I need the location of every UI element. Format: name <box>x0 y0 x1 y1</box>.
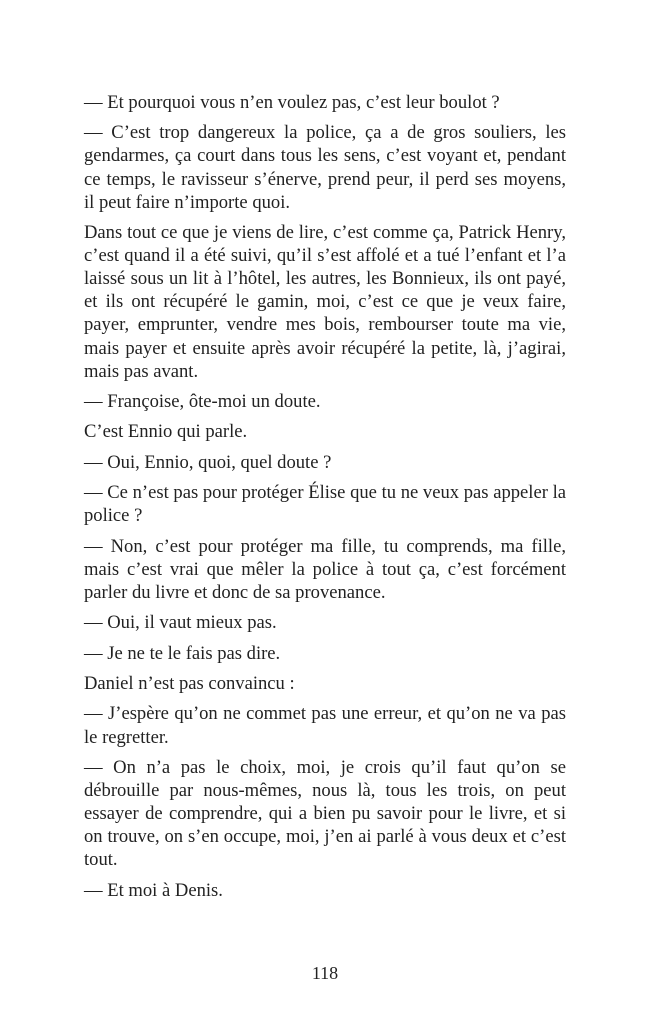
paragraph: — Je ne te le fais pas dire. <box>84 642 281 664</box>
body-text <box>84 91 566 909</box>
page-number: 118 <box>311 963 339 983</box>
paragraph: — Oui, il vaut mieux pas. <box>84 612 277 634</box>
paragraph: — Et moi à Denis. <box>84 879 223 901</box>
paragraph: — On n’a pas le choix, moi, je crois qu’il faut qu’on se débrouille par nous-mêmes, nous là, tous les trois, on peut essayer de comprendre, qui a bien pu savoir pour le livre, et si on trouve, on s’en occupe, moi, j’en ai parlé à vous deux et c’est tout. <box>84 756 566 871</box>
paragraph: Dans tout ce que je viens de lire, c’est comme ça, Patrick Henry, c’est quand il a été suivi, qu’il s’est affolé et a tué l’enfant et l’a laissé sous un lit à l’hôtel, les autres, les Bonnieux, ils ont payé, et ils ont récupéré le gamin, moi, c’est ce que je veux faire, payer, emprunter, vendre mes bois, rembourser toute ma vie, mais payer et ensuite après avoir récupéré la petite, là, j’agirai, mais pas avant. <box>84 222 566 382</box>
paragraph: Daniel n’est pas convaincu : <box>84 673 295 695</box>
paragraph: — Ce n’est pas pour protéger Élise que tu ne veux pas appeler la police ? <box>84 482 566 527</box>
paragraph: — Oui, Ennio, quoi, quel doute ? <box>84 451 332 473</box>
paragraph: — C’est trop dangereux la police, ça a de gros souliers, les gendarmes, ça court dans tous les sens, c’est voyant et, pendant ce temps, le ravisseur s’énerve, prend peur, il perd ses moyens, il peut faire n’importe quoi. <box>84 122 566 213</box>
paragraph: C’est Ennio qui parle. <box>84 421 248 443</box>
paragraph: — Et pourquoi vous n’en voulez pas, c’est leur boulot ? <box>84 92 500 113</box>
paragraph: — Françoise, ôte-moi un doute. <box>84 391 321 413</box>
paragraph: — Non, c’est pour protéger ma fille, tu comprends, ma fille, mais c’est vrai que mêler la police à tout ça, c’est forcément parler du livre et donc de sa provenance. <box>84 535 566 603</box>
paragraph: — J’espère qu’on ne commet pas une erreur, et qu’on ne va pas le regretter. <box>84 703 566 748</box>
